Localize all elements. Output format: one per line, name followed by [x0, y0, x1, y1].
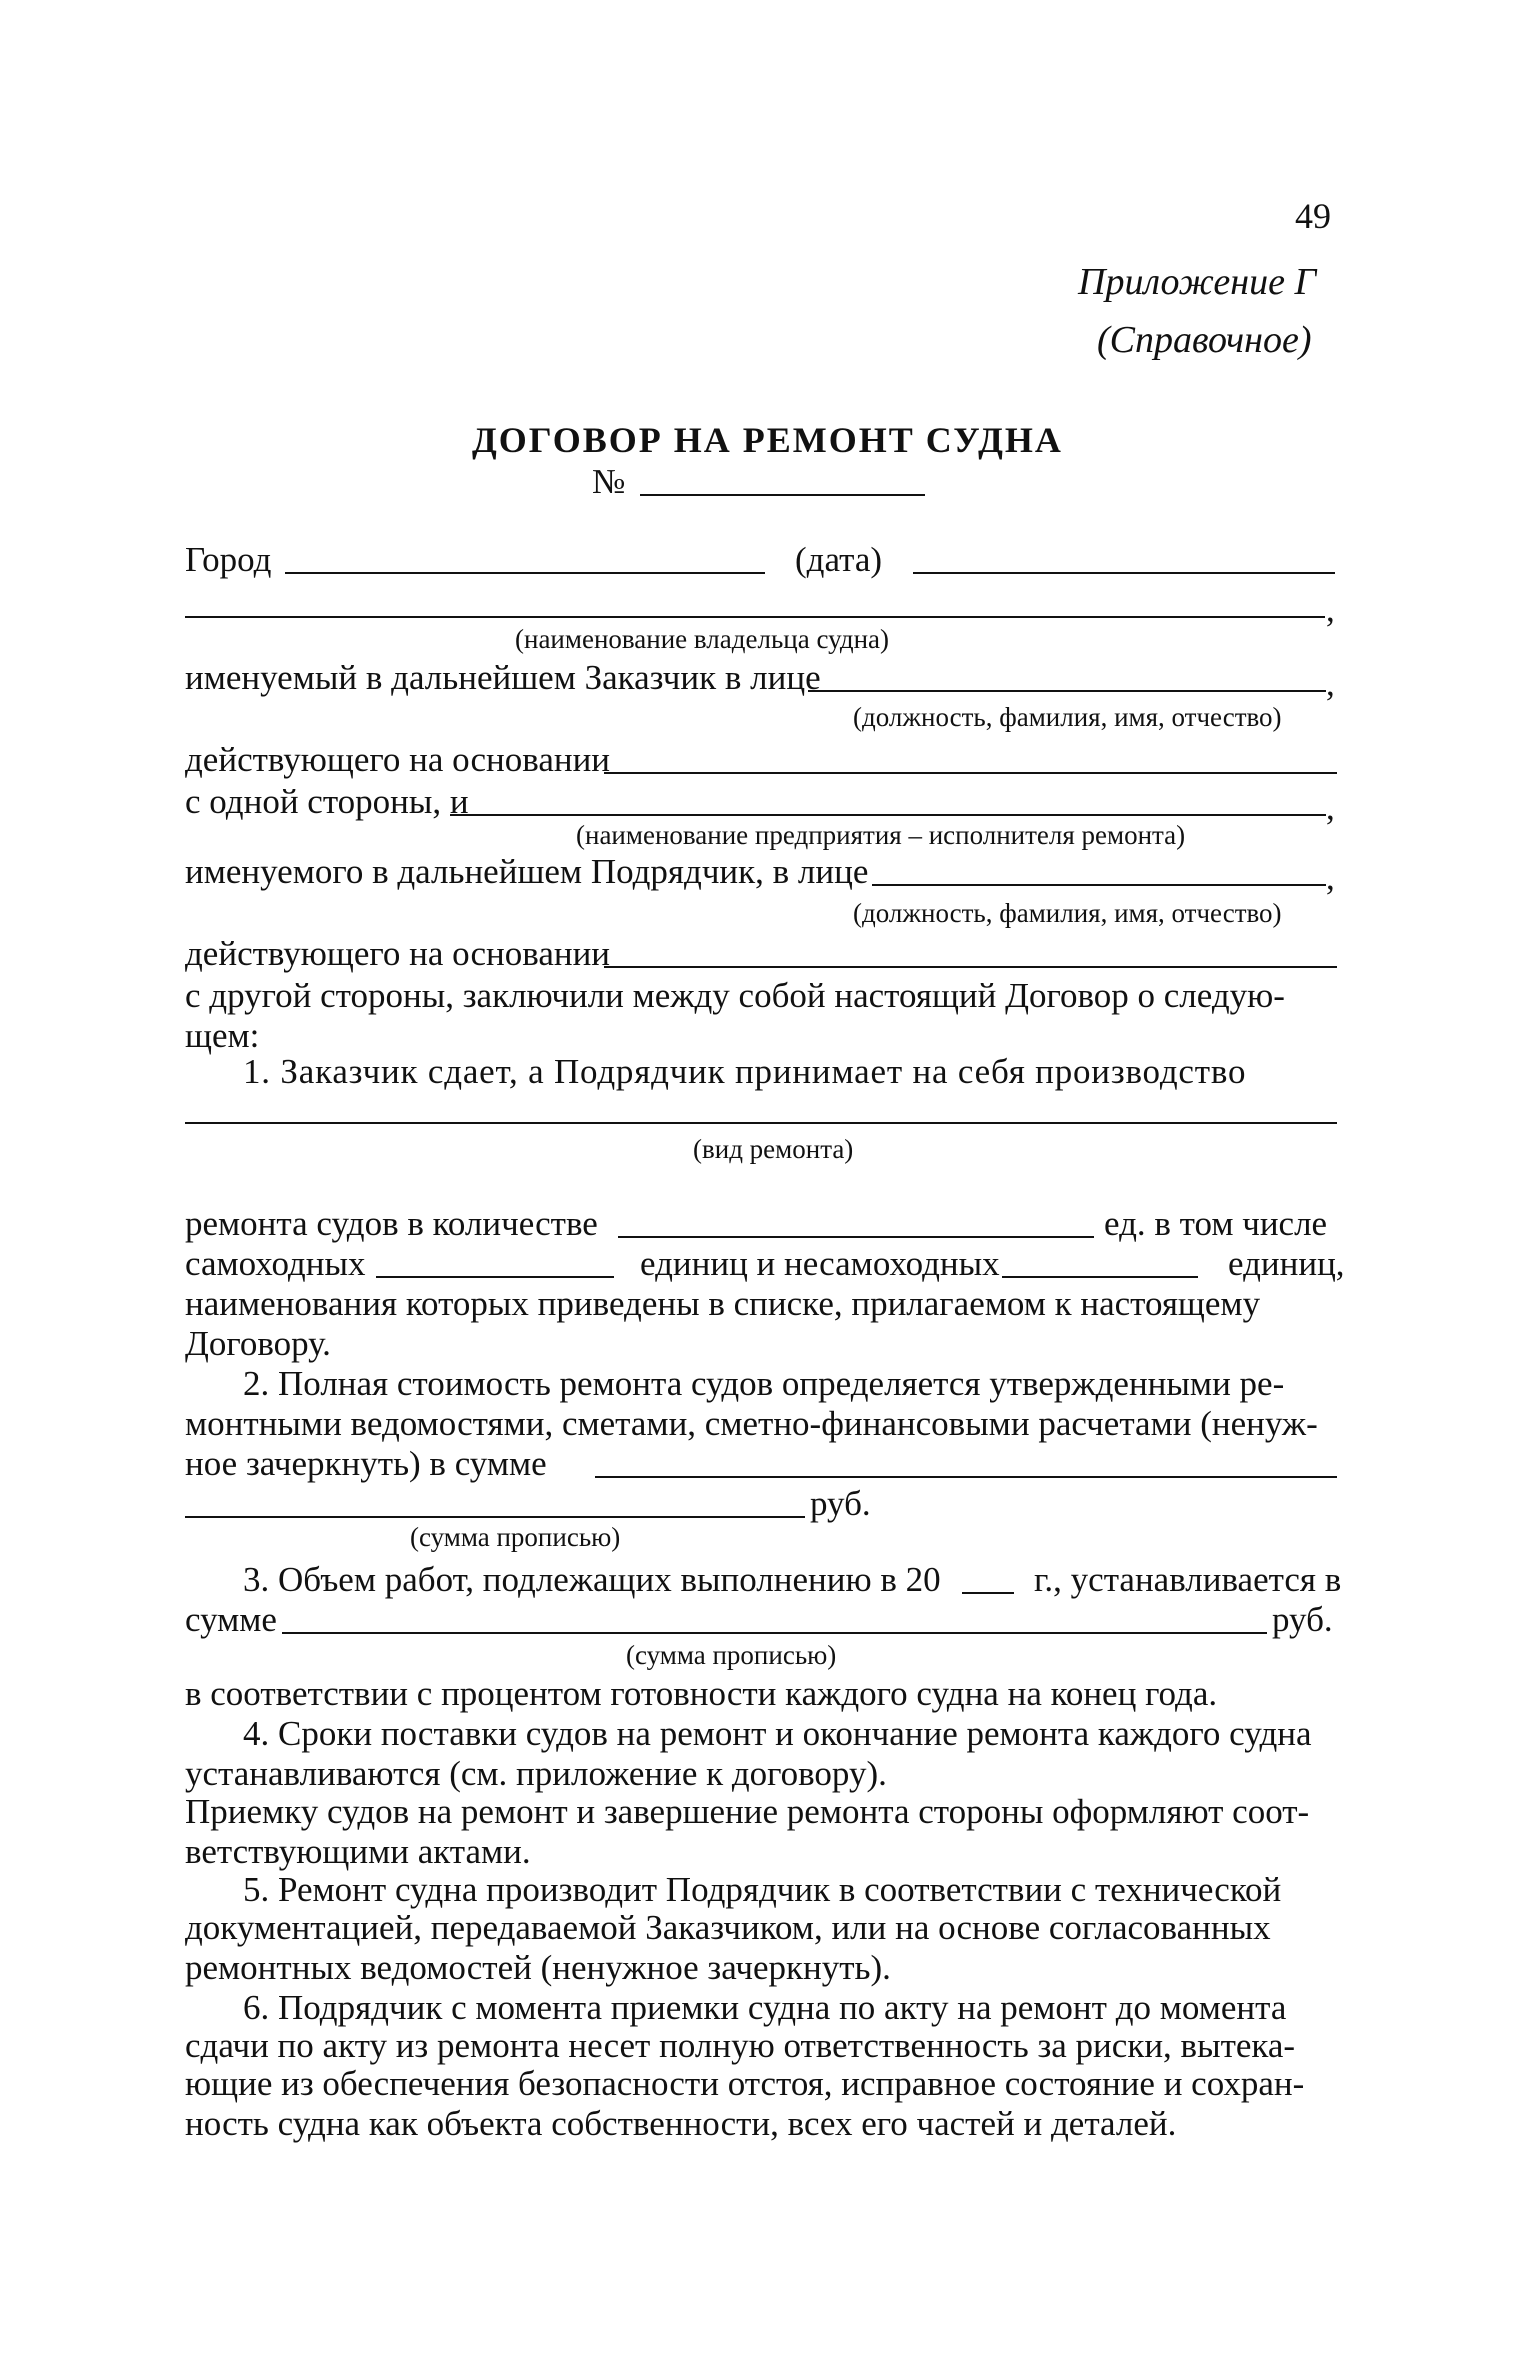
- non-self-propelled-field[interactable]: [1002, 1276, 1198, 1278]
- clause-5-line-2: документацией, передаваемой Заказчиком, или на основе согласованных: [185, 1908, 1271, 1947]
- clause-6-line-2: сдачи по акту из ремонта несет полную ответственность за риски, вытека-: [185, 2026, 1296, 2065]
- customer-position-caption: (должность, фамилия, имя, отчество): [853, 702, 1282, 732]
- basis-line-1-label: действующего на основании: [185, 740, 611, 779]
- clause-1-nonself-label: единиц и несамоходных: [640, 1244, 1000, 1283]
- clause-1-line-4: наименования которых приведены в списке, прилагаемом к настоящему: [185, 1284, 1261, 1323]
- page-number: 49: [1295, 196, 1331, 236]
- one-side-label: с одной стороны, и: [185, 782, 469, 821]
- clause-1-qty-tail: ед. в том числе: [1104, 1204, 1328, 1243]
- clause-2-line-1: 2. Полная стоимость ремонта судов определяется утвержденными ре-: [243, 1364, 1285, 1403]
- contract-title: ДОГОВОР НА РЕМОНТ СУДНА: [472, 420, 1063, 460]
- clause-5-line-3: ремонтных ведомостей (ненужное зачеркнуть).: [185, 1948, 891, 1987]
- contract-number-label: №: [592, 462, 626, 501]
- clause-1-qty-label: ремонта судов в количестве: [185, 1204, 598, 1243]
- clause-2-line-3: ное зачеркнуть) в сумме: [185, 1444, 547, 1483]
- date-field[interactable]: [913, 572, 1335, 574]
- repair-type-field[interactable]: [185, 1122, 1337, 1124]
- customer-line-label: именуемый в дальнейшем Заказчик в лице: [185, 658, 821, 697]
- clause-3-rub: руб.: [1272, 1600, 1333, 1639]
- repair-type-caption: (вид ремонта): [693, 1134, 854, 1164]
- date-label: (дата): [795, 540, 883, 579]
- owner-comma: ,: [1326, 590, 1335, 629]
- clause-6-line-3: ющие из обеспечения безопасности отстоя, исправное состояние и сохран-: [185, 2064, 1305, 2103]
- customer-comma: ,: [1326, 664, 1335, 703]
- basis-2-field[interactable]: [604, 966, 1337, 968]
- owner-name-field[interactable]: [185, 616, 1325, 618]
- sum-words-caption-2: (сумма прописью): [626, 1640, 837, 1670]
- other-side-text: с другой стороны, заключили между собой настоящий Договор о следую-: [185, 976, 1285, 1015]
- appendix-subtitle: (Справочное): [1097, 319, 1312, 361]
- contractor-position-caption: (должность, фамилия, имя, отчество): [853, 898, 1282, 928]
- city-label: Город: [185, 540, 272, 579]
- city-field[interactable]: [285, 572, 765, 574]
- other-side-text-end: щем:: [185, 1016, 260, 1055]
- clause-3-sum-label: сумме: [185, 1600, 277, 1639]
- sum-words-caption-1: (сумма прописью): [410, 1522, 621, 1552]
- clause-4-line-4: ветствующими актами.: [185, 1832, 531, 1871]
- clause-4-line-1: 4. Сроки поставки судов на ремонт и окончание ремонта каждого судна: [243, 1714, 1312, 1753]
- clause-4-line-2: устанавливаются (см. приложение к договору).: [185, 1754, 887, 1793]
- clause-2-line-2: монтными ведомостями, сметами, сметно-финансовыми расчетами (ненуж-: [185, 1404, 1318, 1443]
- work-volume-field[interactable]: [282, 1632, 1267, 1634]
- clause-1-line-5: Договору.: [185, 1324, 331, 1363]
- contractor-caption: (наименование предприятия – исполнителя ремонта): [576, 820, 1186, 850]
- clause-1-units-label: единиц,: [1228, 1244, 1345, 1283]
- owner-caption: (наименование владельца судна): [515, 624, 890, 654]
- qty-field[interactable]: [618, 1236, 1094, 1238]
- clause-3-line-3: в соответствии с процентом готовности каждого судна на конец года.: [185, 1674, 1218, 1713]
- contractor-name-field[interactable]: [450, 814, 1326, 816]
- one-side-comma: ,: [1326, 788, 1335, 827]
- contractor-comma: ,: [1326, 858, 1335, 897]
- clause-3-line-1a: 3. Объем работ, подлежащих выполнению в 20: [243, 1560, 941, 1599]
- self-propelled-field[interactable]: [376, 1276, 614, 1278]
- customer-rep-field[interactable]: [808, 690, 1326, 692]
- clause-1-self-label: самоходных: [185, 1244, 366, 1283]
- clause-1-line-1: 1. Заказчик сдает, а Подрядчик принимает на себя производство: [243, 1052, 1247, 1091]
- appendix-title: Приложение Г: [1078, 261, 1317, 303]
- clause-6-line-1: 6. Подрядчик с момента приемки судна по акту на ремонт до момента: [243, 1988, 1287, 2027]
- basis-1-field[interactable]: [604, 772, 1337, 774]
- contractor-line-label: именуемого в дальнейшем Подрядчик, в лице: [185, 852, 869, 891]
- total-cost-field-2[interactable]: [185, 1516, 805, 1518]
- contract-number-field[interactable]: [640, 494, 925, 496]
- clause-4-line-3: Приемку судов на ремонт и завершение ремонта стороны оформляют соот-: [185, 1792, 1310, 1831]
- year-field[interactable]: [962, 1592, 1014, 1594]
- clause-5-line-1: 5. Ремонт судна производит Подрядчик в соответствии с технической: [243, 1870, 1282, 1909]
- clause-6-line-4: ность судна как объекта собственности, всех его частей и деталей.: [185, 2104, 1177, 2143]
- clause-2-rub: руб.: [810, 1484, 871, 1523]
- total-cost-field-1[interactable]: [595, 1476, 1337, 1478]
- clause-3-line-1b: г., устанавливается в: [1034, 1560, 1342, 1599]
- contractor-rep-field[interactable]: [872, 884, 1326, 886]
- basis-line-2-label: действующего на основании: [185, 934, 611, 973]
